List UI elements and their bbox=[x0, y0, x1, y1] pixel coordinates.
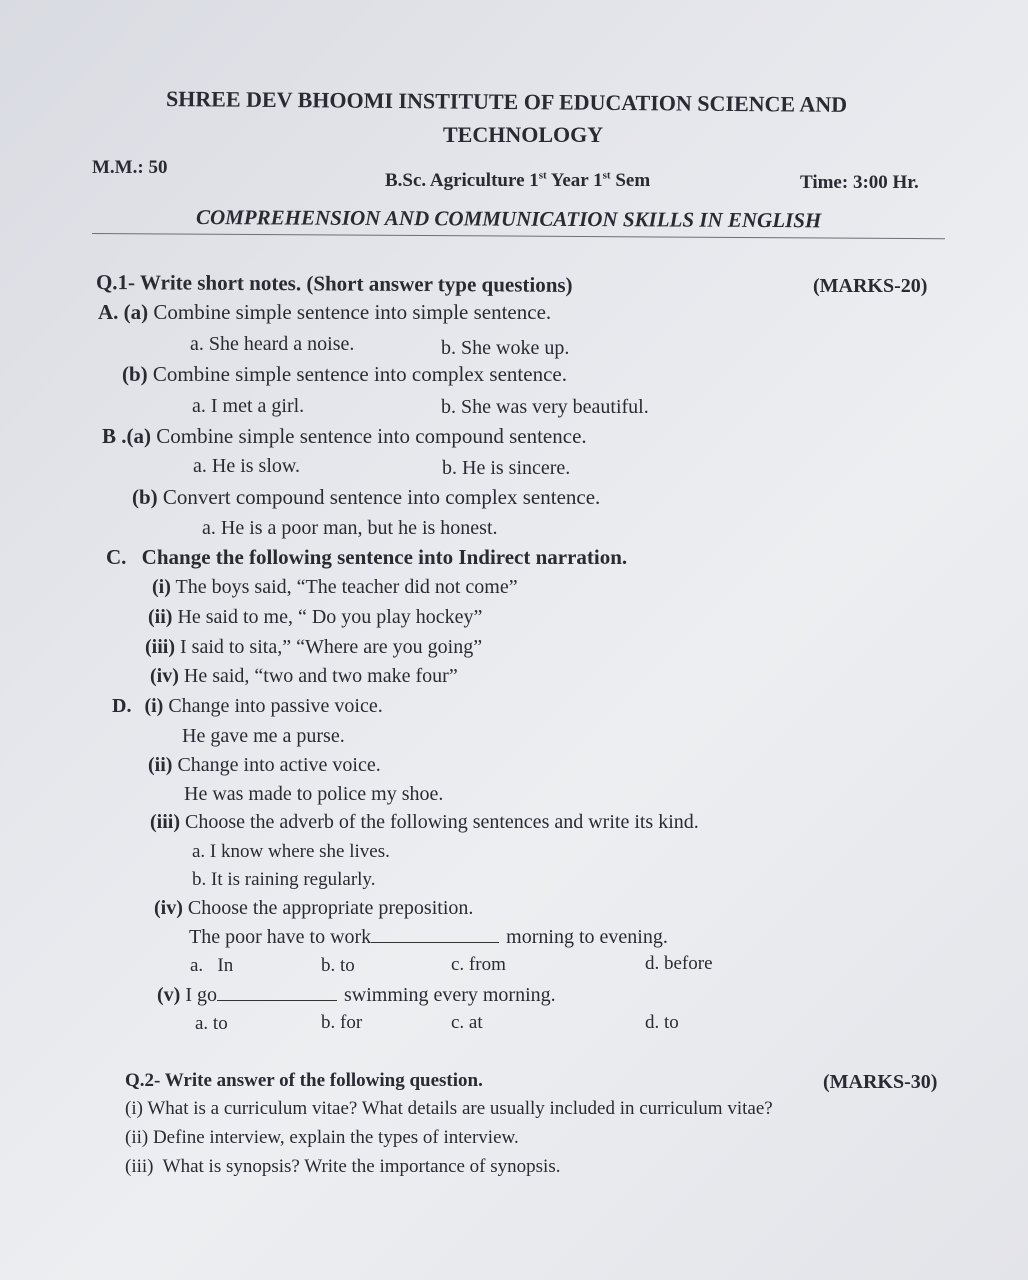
q1-D-i bbox=[112, 696, 383, 716]
q1-C-i bbox=[152, 577, 518, 597]
q1-D-iv-option-d: d. before bbox=[645, 953, 713, 974]
q2-title: Q.2- Write answer of the following question. bbox=[125, 1070, 483, 1091]
q1-B-b-label: (b) bbox=[132, 485, 158, 509]
q1-C-i-label: (i) bbox=[152, 576, 171, 598]
q1-B-b-option-a: a. He is a poor man, but he is honest. bbox=[202, 517, 498, 539]
q1-A-label: A. (a) bbox=[98, 300, 149, 324]
institute-name-line2: TECHNOLOGY bbox=[443, 122, 604, 147]
q1-title: Q.1- Write short notes. (Short answer type questions) bbox=[95, 270, 573, 297]
q1-D-ii-sentence: He was made to police my shoe. bbox=[184, 783, 444, 805]
course-sup-2: st bbox=[602, 169, 611, 182]
q1-D-iv-label: (iv) bbox=[154, 897, 183, 919]
fill-in-blank bbox=[371, 940, 499, 943]
q1-C-iii-text: I said to sita,” “Where are you going” bbox=[180, 636, 483, 658]
q1-C-iii bbox=[145, 637, 482, 657]
q1-D-iv-text: Choose the appropriate preposition. bbox=[187, 897, 474, 919]
q1-C-iv-text: He said, “two and two make four” bbox=[183, 665, 458, 687]
q1-D-iv-option-a: a. In bbox=[190, 955, 234, 976]
course-line bbox=[385, 171, 650, 190]
q1-A-b-text: Combine simple sentence into complex sentence. bbox=[152, 362, 567, 386]
q1-D-i-label: (i) bbox=[144, 695, 164, 717]
q1-B-a-text: Combine simple sentence into compound sentence. bbox=[156, 424, 587, 448]
max-marks: M.M.: 50 bbox=[92, 157, 168, 178]
q1-D-iv-option-b: b. to bbox=[321, 955, 355, 976]
time-allowed: Time: 3:00 Hr. bbox=[800, 172, 919, 193]
q1-D-v-sentence-end: swimming every morning. bbox=[344, 984, 556, 1006]
q1-D-iii-label: (iii) bbox=[150, 811, 180, 833]
q1-B-b-text: Convert compound sentence into complex sentence. bbox=[162, 485, 601, 509]
q1-C-iii-label: (iii) bbox=[145, 636, 175, 658]
course-sup-1: st bbox=[538, 169, 547, 182]
q1-D-v-label: (v) bbox=[157, 984, 181, 1006]
q1-D-ii-text: Change into active voice. bbox=[177, 754, 381, 776]
q1-C-iv bbox=[150, 666, 458, 686]
q1-C-i-text: The boys said, “The teacher did not come” bbox=[175, 576, 518, 598]
q1-D-i-sentence: He gave me a purse. bbox=[182, 725, 345, 747]
q1-C-label: C. bbox=[106, 545, 127, 569]
q1-marks: (MARKS-20) bbox=[813, 275, 928, 297]
q1-D-v-option-d: d. to bbox=[645, 1012, 679, 1033]
q2-i: (i) What is a curriculum vitae? What details are usually included in curriculum vitae? bbox=[125, 1098, 773, 1119]
q1-C-text: Change the following sentence into Indirect narration. bbox=[141, 545, 628, 569]
institute-name-line1: SHREE DEV BHOOMI INSTITUTE OF EDUCATION SCIENCE AND bbox=[165, 86, 848, 117]
q1-B-a-option-b: b. He is sincere. bbox=[442, 457, 571, 479]
q1-D-iii-a: a. I know where she lives. bbox=[192, 841, 390, 862]
course-text-2: Year 1 bbox=[546, 170, 603, 191]
q1-C bbox=[106, 547, 627, 568]
q1-A-a-text: Combine simple sentence into simple sentence. bbox=[153, 300, 552, 324]
q1-D-v-option-b: b. for bbox=[321, 1012, 363, 1033]
q1-D-label: D. bbox=[112, 695, 132, 717]
q2-ii: (ii) Define interview, explain the types of interview. bbox=[125, 1127, 519, 1148]
q1-D-i-text: Change into passive voice. bbox=[168, 695, 383, 717]
q1-B-label: B .(a) bbox=[102, 424, 151, 448]
subject-title: COMPREHENSION AND COMMUNICATION SKILLS IN ENGLISH bbox=[195, 205, 822, 233]
q1-D-iii-text: Choose the adverb of the following sentences and write its kind. bbox=[185, 811, 699, 833]
q1-C-iv-label: (iv) bbox=[150, 665, 179, 687]
q1-D-iv-sentence-start: The poor have to work bbox=[189, 926, 372, 948]
course-text-1: B.Sc. Agriculture 1 bbox=[385, 170, 539, 191]
q1-B-b bbox=[132, 487, 600, 508]
q1-D-iii bbox=[150, 812, 699, 832]
q1-D-iv-option-c: c. from bbox=[451, 954, 506, 975]
q1-D-v-option-c: c. at bbox=[451, 1012, 483, 1033]
q2-iii: (iii) What is synopsis? Write the importance of synopsis. bbox=[125, 1156, 561, 1177]
q1-D-ii bbox=[148, 755, 381, 775]
q1-D-iv-sentence-end: morning to evening. bbox=[506, 926, 668, 948]
q1-C-ii bbox=[148, 607, 482, 627]
q1-D-v-sentence-start: I go bbox=[185, 984, 217, 1006]
q1-C-ii-label: (ii) bbox=[148, 606, 173, 628]
q1-A-b-label: (b) bbox=[122, 362, 148, 386]
q1-B-a bbox=[102, 426, 587, 447]
q1-D-iii-b: b. It is raining regularly. bbox=[192, 869, 376, 890]
course-text-3: Sem bbox=[610, 170, 651, 191]
q1-D-iv bbox=[154, 898, 473, 918]
q1-A-b bbox=[122, 364, 567, 385]
q1-D-iv-sentence bbox=[189, 927, 668, 947]
q2-marks: (MARKS-30) bbox=[823, 1071, 938, 1093]
q1-A-b-option-b: b. She was very beautiful. bbox=[441, 396, 649, 418]
q1-A-b-option-a: a. I met a girl. bbox=[192, 395, 305, 417]
header-divider bbox=[92, 233, 945, 239]
q1-A-a bbox=[98, 302, 551, 323]
q1-A-a-option-b: b. She woke up. bbox=[441, 337, 570, 359]
q1-D-v bbox=[157, 985, 556, 1005]
q1-A-a-option-a: a. She heard a noise. bbox=[190, 333, 355, 355]
fill-in-blank bbox=[217, 998, 337, 1001]
q1-D-v-option-a: a. to bbox=[195, 1013, 228, 1034]
q1-D-ii-label: (ii) bbox=[148, 754, 173, 776]
q1-B-a-option-a: a. He is slow. bbox=[193, 455, 301, 477]
q1-C-ii-text: He said to me, “ Do you play hockey” bbox=[177, 606, 483, 628]
